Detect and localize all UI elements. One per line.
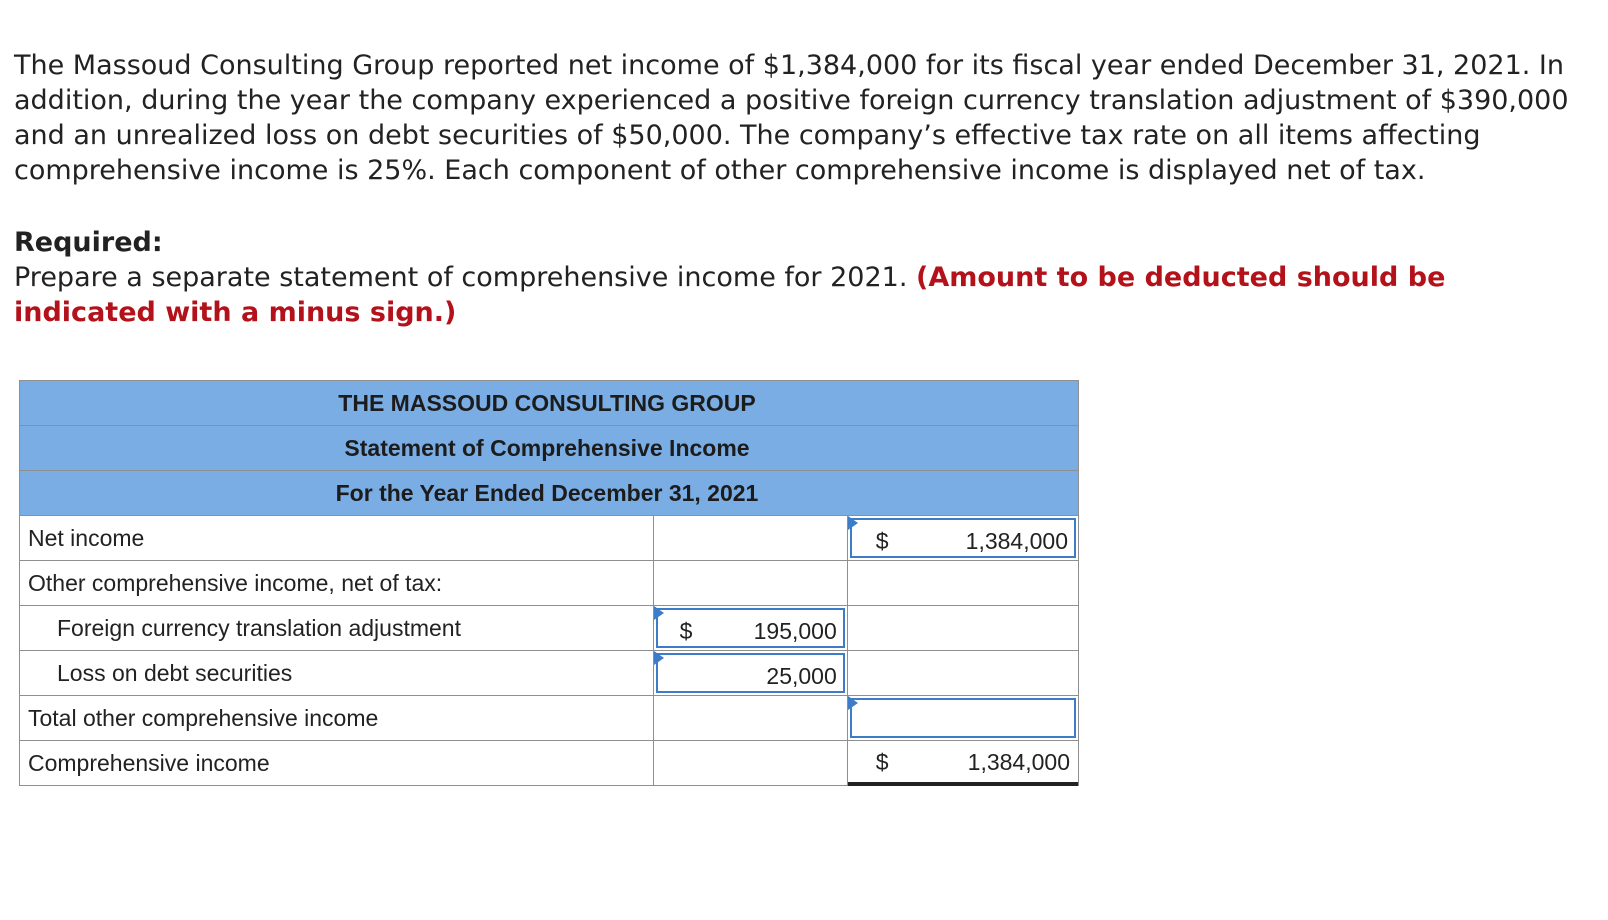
comprehensive-income-label: Comprehensive income (20, 741, 654, 786)
statement-company-name: THE MASSOUD CONSULTING GROUP (338, 389, 756, 416)
problem-text: The Massoud Consulting Group reported net income of $1,384,000 for its fiscal year ended December 31, 2021. In addition, during the year the company experienced a positive foreign currency translation adjustment of $390,000 and an unrealized loss on debt securities of $50,000. The company’s effective tax rate on all items affecting comprehensive income is 25%. Each component of other comprehensive income is displayed net of tax. (14, 50, 1569, 186)
oci-header-label: Other comprehensive income, net of tax: (20, 561, 654, 606)
statement-title: Statement of Comprehensive Income (344, 434, 750, 461)
table-row-fx-adjustment (20, 606, 1079, 651)
table-row-total-oci (20, 696, 1079, 741)
required-note: (Amount to be deducted should be indicated with a minus sign.) (14, 262, 1446, 328)
fx-adjustment-label: Foreign currency translation adjustment (20, 606, 654, 651)
cell-flag-icon (654, 651, 664, 665)
net-income-value: 1,384,000 (965, 528, 1068, 554)
problem-statement (14, 48, 1594, 188)
statement-header-period-row (20, 471, 1079, 516)
debt-loss-input[interactable] (656, 653, 845, 693)
currency-symbol: $ (875, 749, 889, 775)
debt-loss-label: Loss on debt securities (20, 651, 654, 696)
currency-symbol: $ (875, 528, 889, 554)
comprehensive-income-statement (19, 380, 1079, 786)
table-row-comprehensive-income (20, 741, 1079, 786)
total-oci-input[interactable] (850, 698, 1076, 738)
required-heading: Required: (14, 227, 163, 258)
table-row-debt-loss (20, 651, 1079, 696)
table-row-net-income (20, 516, 1079, 561)
required-section (14, 225, 1594, 330)
net-income-col2 (653, 516, 847, 561)
double-underline (848, 782, 1078, 786)
comprehensive-income-value: 1,384,000 (967, 749, 1070, 775)
debt-loss-value: 25,000 (766, 663, 837, 689)
cell-flag-icon (654, 606, 664, 620)
statement-period: For the Year Ended December 31, 2021 (335, 479, 759, 506)
statement-header-company-row (20, 381, 1079, 426)
required-instruction: Prepare a separate statement of comprehensive income for 2021. (14, 262, 908, 293)
cell-flag-icon (848, 696, 858, 710)
currency-symbol: $ (679, 618, 693, 644)
table-row-oci-header (20, 561, 1079, 606)
comprehensive-income-output (848, 741, 1078, 785)
fx-adjustment-input[interactable] (656, 608, 845, 648)
net-income-input[interactable] (850, 518, 1076, 558)
fx-adjustment-value: 195,000 (753, 618, 837, 644)
cell-flag-icon (848, 516, 858, 530)
net-income-label: Net income (20, 516, 654, 561)
total-oci-label: Total other comprehensive income (20, 696, 654, 741)
statement-header-title-row (20, 426, 1079, 471)
